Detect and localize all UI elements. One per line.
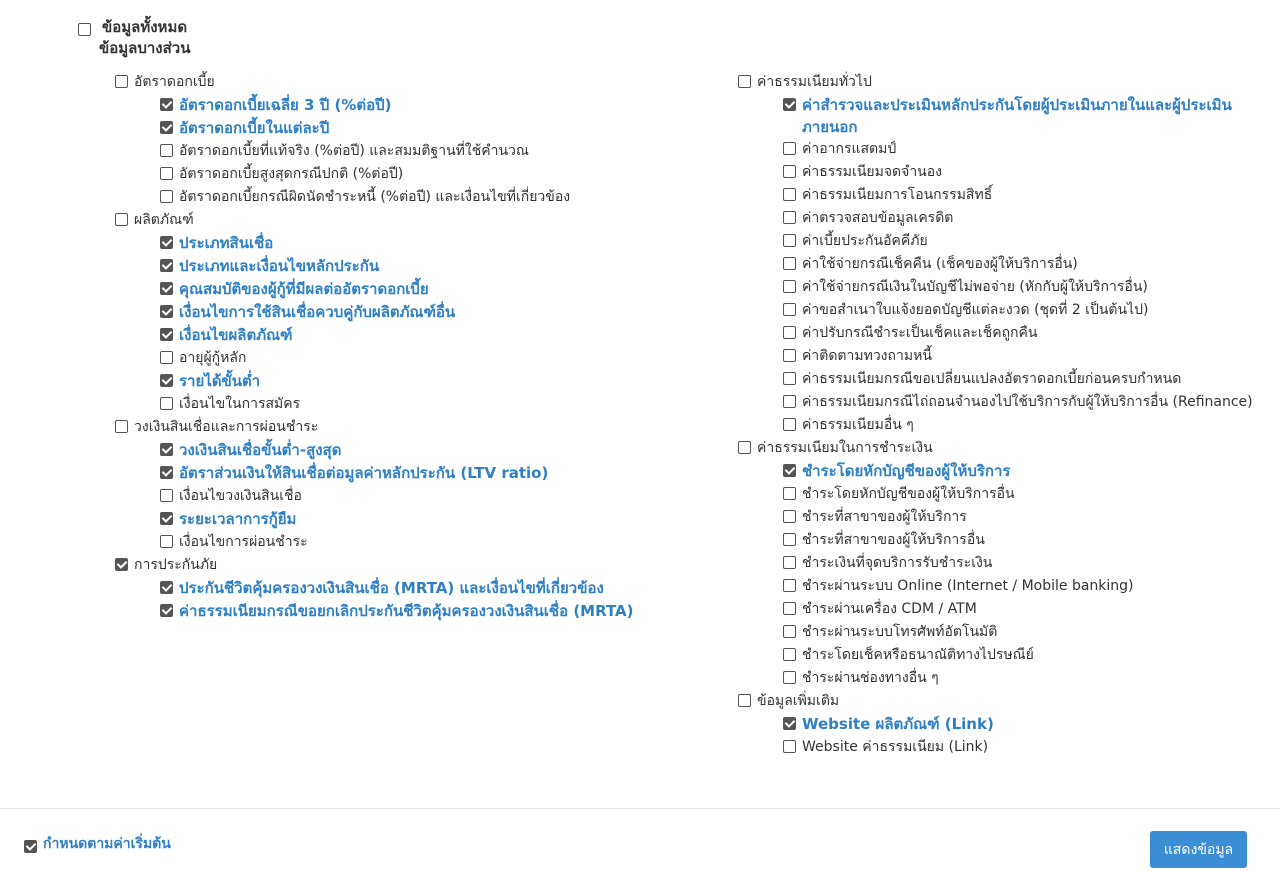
option-row[interactable] [738, 736, 1278, 759]
option-label: เงื่อนไขการใช้สินเชื่อควบคู่กับผลิตภัณฑ์อื่น [179, 303, 456, 321]
option-checkbox[interactable] [160, 512, 173, 525]
option-checkbox[interactable] [783, 579, 796, 592]
option-label: ชำระที่สาขาของผู้ให้บริการ [802, 509, 967, 525]
option-group [738, 690, 1278, 759]
option-checkbox[interactable] [783, 165, 796, 178]
category-checkbox[interactable] [738, 75, 751, 88]
category-row[interactable] [738, 437, 1278, 460]
option-checkbox[interactable] [783, 234, 796, 247]
option-label: ประกันชีวิตคุ้มครองวงเงินสินเชื่อ (MRTA) และเงื่อนไขที่เกี่ยวข้อง [179, 579, 604, 597]
option-checkbox[interactable] [783, 464, 796, 477]
option-label: เงื่อนไขผลิตภัณฑ์ [179, 326, 293, 344]
option-label: อายุผู้กู้หลัก [179, 350, 247, 366]
option-row[interactable] [115, 94, 660, 117]
option-label: ค่าธรรมเนียมจดจำนอง [802, 164, 942, 180]
option-checkbox[interactable] [160, 121, 173, 134]
option-row[interactable] [738, 414, 1278, 437]
option-row[interactable] [738, 322, 1278, 345]
category-row[interactable] [115, 416, 660, 439]
category-checkbox[interactable] [738, 694, 751, 707]
option-label: ประเภทและเงื่อนไขหลักประกัน [179, 257, 380, 275]
option-checkbox[interactable] [783, 717, 796, 730]
option-row[interactable] [115, 117, 660, 140]
option-label: ค่าธรรมเนียมกรณีไถ่ถอนจำนองไปใช้บริการกับผู้ให้บริการอื่น (Refinance) [802, 394, 1253, 410]
option-checkbox[interactable] [160, 374, 173, 387]
option-group [115, 209, 660, 416]
option-label: คุณสมบัติของผู้กู้ที่มีผลต่ออัตราดอกเบี้ย [179, 280, 429, 298]
all-data-label: ข้อมูลทั้งหมด [102, 18, 188, 36]
option-row[interactable] [738, 230, 1278, 253]
category-checkbox[interactable] [115, 558, 128, 571]
option-checkbox[interactable] [160, 466, 173, 479]
option-row[interactable] [115, 577, 660, 600]
option-label: ค่าขอสำเนาใบแจ้งยอดบัญชีแต่ละงวด (ชุดที่ 2 เป็นต้นไป) [802, 302, 1149, 318]
option-label: ชำระเงินที่จุดบริการรับชำระเงิน [802, 555, 993, 571]
option-label: เงื่อนไขวงเงินสินเชื่อ [179, 488, 302, 504]
option-checkbox[interactable] [160, 581, 173, 594]
option-checkbox[interactable] [160, 489, 173, 502]
option-row[interactable] [115, 324, 660, 347]
option-row[interactable] [115, 370, 660, 393]
option-checkbox[interactable] [160, 282, 173, 295]
option-label: อัตราดอกเบี้ยสูงสุดกรณีปกติ (%ต่อปี) [179, 166, 404, 182]
option-row[interactable] [738, 138, 1278, 161]
option-row[interactable] [738, 460, 1278, 483]
option-checkbox[interactable] [783, 395, 796, 408]
reset-default-option[interactable] [24, 833, 171, 855]
option-checkbox[interactable] [783, 740, 796, 753]
option-label: ค่าใช้จ่ายกรณีเช็คคืน (เช็คของผู้ให้บริการอื่น) [802, 256, 1078, 272]
option-checkbox[interactable] [160, 144, 173, 157]
option-checkbox[interactable] [783, 602, 796, 615]
category-label: อัตราดอกเบี้ย [134, 74, 215, 90]
option-label: ชำระโดยหักบัญชีของผู้ให้บริการ [802, 462, 1011, 480]
category-checkbox[interactable] [115, 75, 128, 88]
category-row[interactable] [115, 554, 660, 577]
option-checkbox[interactable] [783, 418, 796, 431]
option-row[interactable] [738, 391, 1278, 414]
category-checkbox[interactable] [115, 213, 128, 226]
reset-default-label: กำหนดตามค่าเริ่มต้น [43, 836, 171, 852]
option-row[interactable] [738, 552, 1278, 575]
option-label: เงื่อนไขในการสมัคร [179, 396, 301, 412]
category-label: ค่าธรรมเนียมในการชำระเงิน [757, 440, 933, 456]
option-checkbox[interactable] [783, 372, 796, 385]
category-label: การประกันภัย [134, 557, 218, 573]
option-row[interactable] [738, 161, 1278, 184]
option-row[interactable] [738, 368, 1278, 391]
option-checkbox[interactable] [160, 328, 173, 341]
option-label: ค่าอากรแสตมป์ [802, 141, 897, 157]
option-row[interactable] [738, 483, 1278, 506]
option-label: ชำระผ่านระบบ Online (Internet / Mobile banking) [802, 578, 1134, 594]
option-group [115, 71, 660, 209]
option-label: Website ผลิตภัณฑ์ (Link) [802, 715, 994, 733]
option-row[interactable] [738, 667, 1278, 690]
option-label: ชำระโดยเช็คหรือธนาณัติทางไปรษณีย์ [802, 647, 1034, 663]
option-label: ค่าธรรมเนียมกรณีขอเปลี่ยนแปลงอัตราดอกเบี้ยก่อนครบกำหนด [802, 371, 1182, 387]
option-row[interactable] [738, 253, 1278, 276]
option-row[interactable] [115, 347, 660, 370]
option-row[interactable] [115, 462, 660, 485]
option-checkbox[interactable] [160, 167, 173, 180]
option-row[interactable] [115, 508, 660, 531]
option-label: อัตราดอกเบี้ยกรณีผิดนัดชำระหนี้ (%ต่อปี) และเงื่อนไขที่เกี่ยวข้อง [179, 189, 571, 205]
option-label: ชำระผ่านระบบโทรศัพท์อัตโนมัติ [802, 624, 998, 640]
option-label: ชำระโดยหักบัญชีของผู้ให้บริการอื่น [802, 486, 1015, 502]
option-row[interactable] [115, 600, 660, 623]
option-label: อัตราส่วนเงินให้สินเชื่อต่อมูลค่าหลักประกัน (LTV ratio) [179, 464, 549, 482]
option-row[interactable] [738, 598, 1278, 621]
option-label: ชำระที่สาขาของผู้ให้บริการอื่น [802, 532, 985, 548]
option-label: ค่าติดตามทวงถามหนี้ [802, 348, 932, 364]
right-column [738, 71, 1278, 759]
option-checkbox[interactable] [783, 142, 796, 155]
option-row[interactable] [738, 276, 1278, 299]
option-label: ค่าสำรวจและประเมินหลักประกันโดยผู้ประเมินภายในและผู้ประเมินภายนอก [802, 96, 1232, 136]
option-label: ค่าธรรมเนียมการโอนกรรมสิทธิ์ [802, 187, 993, 203]
option-checkbox[interactable] [160, 259, 173, 272]
option-label: วงเงินสินเชื่อขั้นต่ำ-สูงสุด [179, 441, 342, 459]
option-checkbox[interactable] [783, 671, 796, 684]
option-label: ชำระผ่านเครื่อง CDM / ATM [802, 601, 977, 617]
option-checkbox[interactable] [160, 351, 173, 364]
top-options [78, 17, 190, 59]
category-checkbox[interactable] [738, 441, 751, 454]
option-row[interactable] [738, 299, 1278, 322]
left-column [115, 71, 660, 623]
option-row[interactable] [738, 506, 1278, 529]
option-checkbox[interactable] [160, 190, 173, 203]
option-checkbox[interactable] [783, 257, 796, 270]
option-row[interactable] [115, 301, 660, 324]
option-checkbox[interactable] [783, 98, 796, 111]
option-row[interactable] [738, 345, 1278, 368]
category-label: ข้อมูลเพิ่มเติม [757, 693, 840, 709]
option-label: ค่าธรรมเนียมอื่น ๆ [802, 417, 914, 433]
option-checkbox[interactable] [160, 443, 173, 456]
option-label: ชำระผ่านช่องทางอื่น ๆ [802, 670, 939, 686]
option-checkbox[interactable] [783, 487, 796, 500]
option-row[interactable] [738, 713, 1278, 736]
category-label: วงเงินสินเชื่อและการผ่อนชำระ [134, 419, 319, 435]
option-row[interactable] [115, 393, 660, 416]
option-row[interactable] [115, 278, 660, 301]
option-row[interactable] [115, 186, 660, 209]
option-checkbox[interactable] [783, 211, 796, 224]
option-group [738, 437, 1278, 690]
option-row[interactable] [738, 575, 1278, 598]
category-row[interactable] [115, 71, 660, 94]
option-label: ค่าใช้จ่ายกรณีเงินในบัญชีไม่พอจ่าย (หักกับผู้ให้บริการอื่น) [802, 279, 1148, 295]
option-row[interactable] [115, 439, 660, 462]
category-row[interactable] [738, 71, 1278, 94]
option-checkbox[interactable] [783, 556, 796, 569]
all-data-checkbox[interactable] [78, 23, 91, 36]
category-label: ผลิตภัณฑ์ [134, 212, 194, 228]
option-row[interactable] [115, 531, 660, 554]
option-row[interactable] [115, 232, 660, 255]
category-checkbox[interactable] [115, 420, 128, 433]
option-group [115, 554, 660, 623]
footer-divider [0, 808, 1280, 809]
option-row[interactable] [738, 529, 1278, 552]
partial-data-label: ข้อมูลบางส่วน [99, 39, 191, 57]
option-checkbox[interactable] [160, 305, 173, 318]
option-checkbox[interactable] [160, 98, 173, 111]
option-label: ระยะเวลาการกู้ยืม [179, 510, 297, 528]
option-group [738, 71, 1278, 437]
option-label: อัตราดอกเบี้ยเฉลี่ย 3 ปี (%ต่อปี) [179, 96, 392, 114]
option-row[interactable] [738, 184, 1278, 207]
option-checkbox[interactable] [783, 326, 796, 339]
reset-default-checkbox[interactable] [24, 840, 37, 853]
category-row[interactable] [738, 690, 1278, 713]
option-group [115, 416, 660, 554]
option-label: ค่าเบี้ยประกันอัคคีภัย [802, 233, 928, 249]
option-checkbox[interactable] [783, 510, 796, 523]
option-row[interactable] [738, 94, 1278, 138]
show-data-button[interactable]: แสดงข้อมูล [1150, 831, 1247, 868]
option-label: อัตราดอกเบี้ยในแต่ละปี [179, 119, 330, 137]
option-label: ค่าปรับกรณีชำระเป็นเช็คและเช็คถูกคืน [802, 325, 1038, 341]
option-row[interactable] [738, 621, 1278, 644]
category-row[interactable] [115, 209, 660, 232]
option-row[interactable] [115, 255, 660, 278]
option-label: ค่าธรรมเนียมกรณีขอยกเลิกประกันชีวิตคุ้มครองวงเงินสินเชื่อ (MRTA) [179, 602, 634, 620]
option-checkbox[interactable] [160, 604, 173, 617]
option-checkbox[interactable] [783, 188, 796, 201]
option-checkbox[interactable] [783, 648, 796, 661]
category-label: ค่าธรรมเนียมทั่วไป [757, 74, 872, 90]
option-row[interactable] [738, 644, 1278, 667]
option-label: Website ค่าธรรมเนียม (Link) [802, 739, 989, 755]
option-checkbox[interactable] [783, 625, 796, 638]
option-row[interactable] [738, 207, 1278, 230]
option-row[interactable] [115, 163, 660, 186]
option-checkbox[interactable] [783, 349, 796, 362]
all-data-row[interactable] [78, 17, 190, 37]
option-checkbox[interactable] [160, 535, 173, 548]
option-checkbox[interactable] [783, 280, 796, 293]
option-label: เงื่อนไขการผ่อนชำระ [179, 534, 308, 550]
option-label: ประเภทสินเชื่อ [179, 234, 274, 252]
option-checkbox[interactable] [160, 397, 173, 410]
option-checkbox[interactable] [783, 533, 796, 546]
option-label: รายได้ขั้นต่ำ [179, 372, 261, 390]
option-checkbox[interactable] [783, 303, 796, 316]
option-row[interactable] [115, 485, 660, 508]
option-checkbox[interactable] [160, 236, 173, 249]
option-row[interactable] [115, 140, 660, 163]
option-label: อัตราดอกเบี้ยที่แท้จริง (%ต่อปี) และสมมติฐานที่ใช้คำนวณ [179, 143, 529, 159]
option-label: ค่าตรวจสอบข้อมูลเครดิต [802, 210, 954, 226]
